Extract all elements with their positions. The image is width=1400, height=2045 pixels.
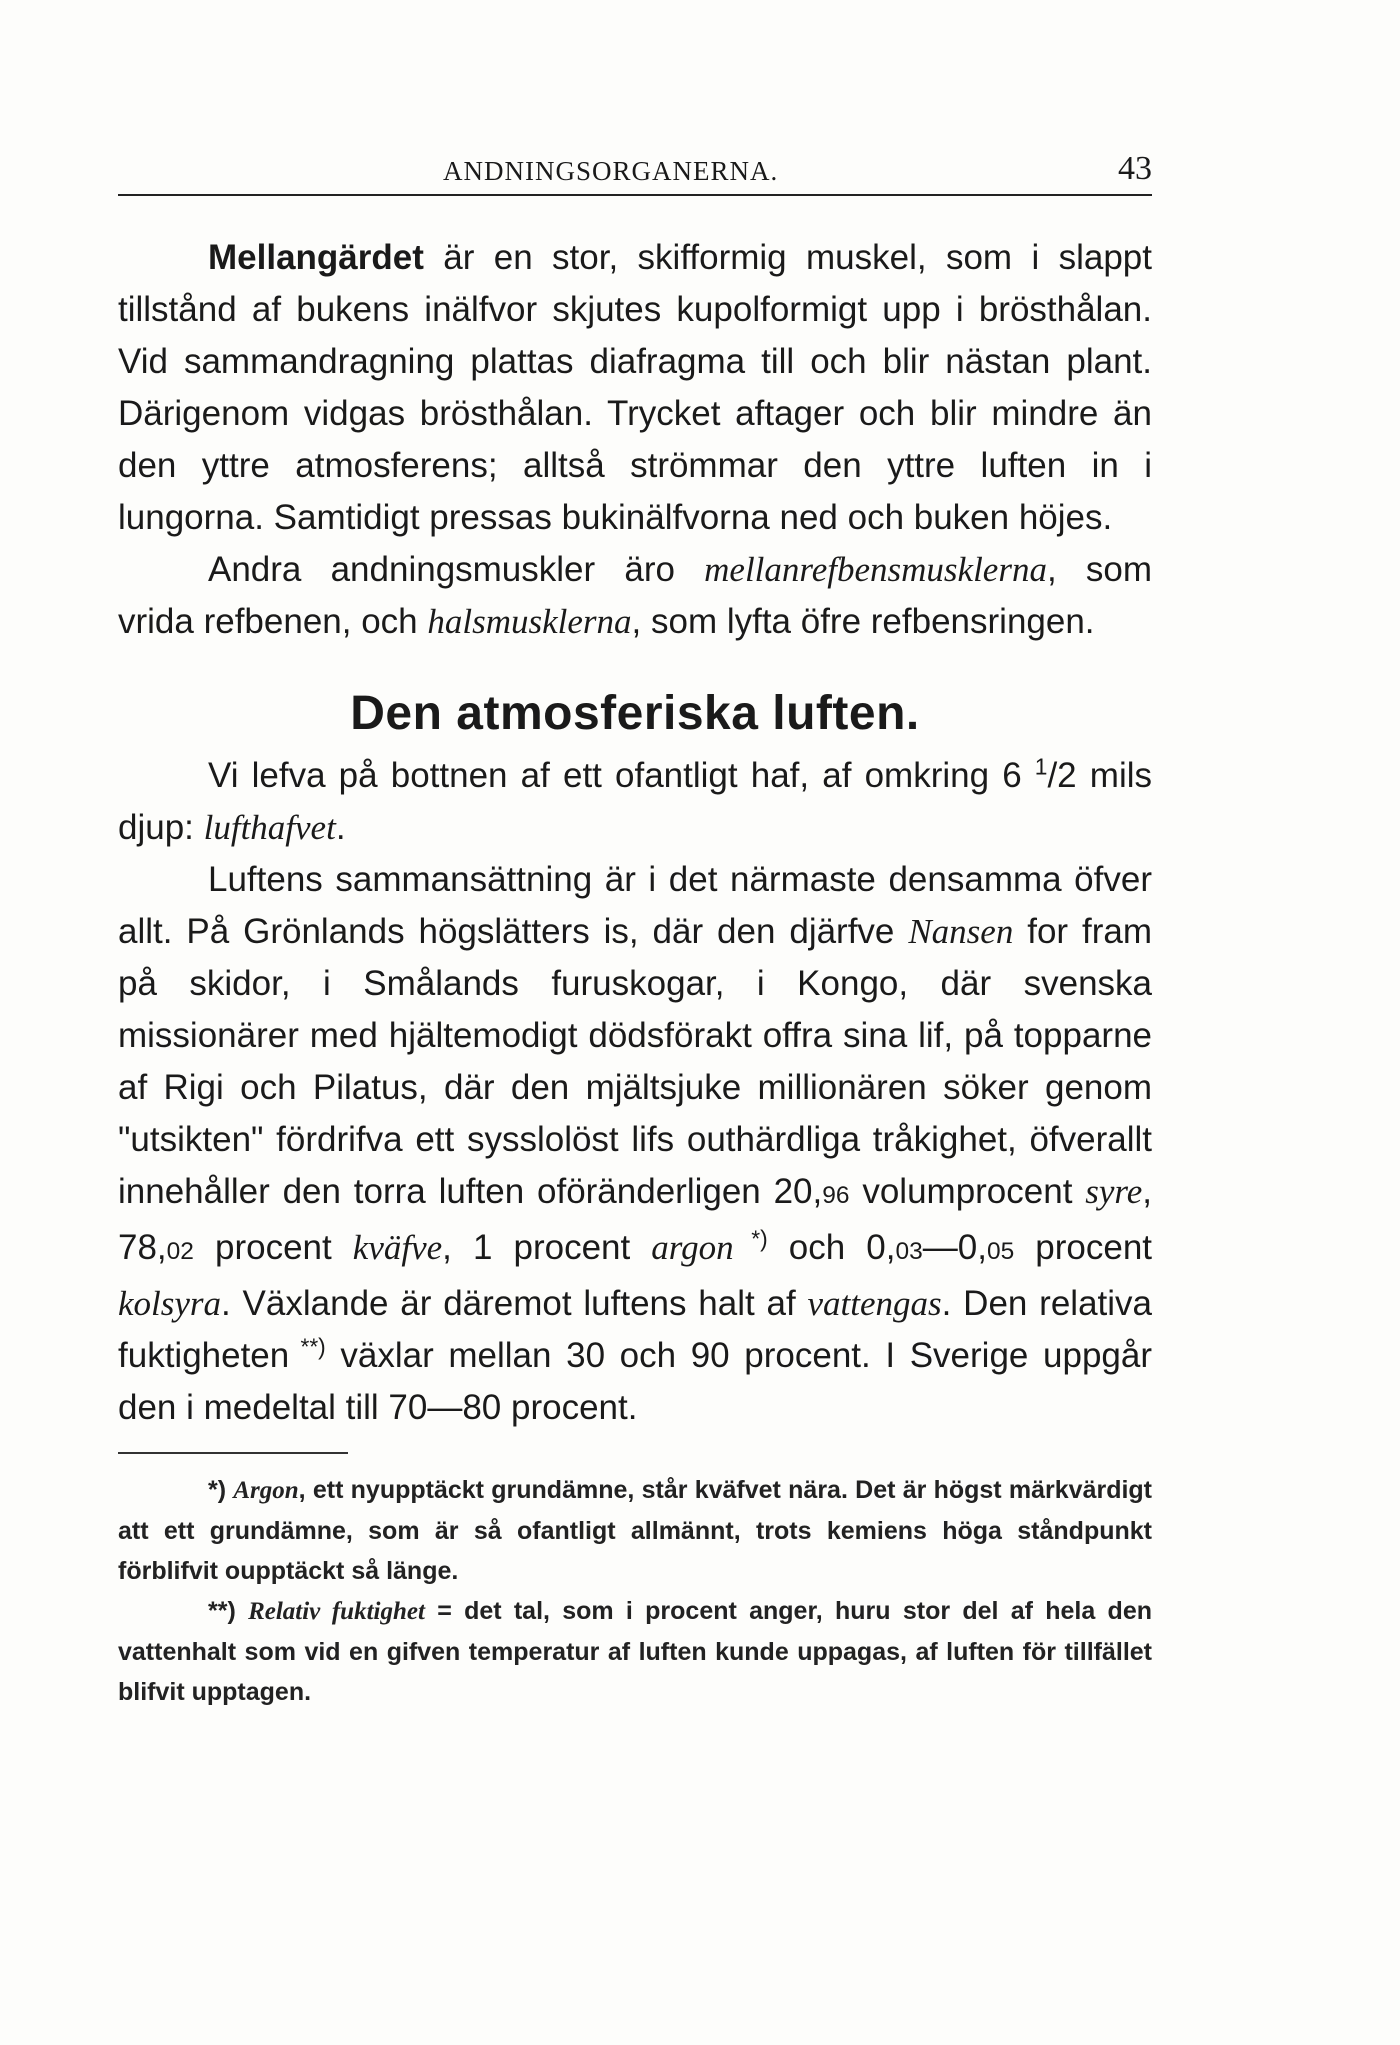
fraction-numerator: 1 bbox=[1034, 753, 1048, 780]
page-number: 43 bbox=[1118, 150, 1152, 187]
text-run: volumprocent bbox=[849, 1172, 1086, 1211]
footnote-relativ-fuktighet bbox=[118, 1591, 1152, 1712]
text-run: , som vrida refbenen, och bbox=[118, 550, 1152, 641]
italic-term: Nansen bbox=[908, 912, 1014, 951]
decimal-digits: 05 bbox=[986, 1238, 1015, 1265]
italic-term: halsmusklerna bbox=[427, 602, 632, 641]
text-run: , som lyfta öfre refbensringen. bbox=[631, 602, 1095, 641]
footnote-ref: **) bbox=[289, 1333, 326, 1360]
text-run: . Växlande är däremot luftens halt af bbox=[221, 1284, 808, 1323]
footnote-mark: **) bbox=[208, 1597, 249, 1625]
paragraph-luftens-sammansattning bbox=[118, 854, 1152, 1434]
italic-term: lufthafvet bbox=[203, 808, 336, 847]
paragraph-andningsmuskler bbox=[118, 544, 1152, 648]
italic-term: Argon bbox=[233, 1477, 299, 1504]
italic-term: mellanrefbensmusklerna bbox=[704, 550, 1047, 589]
fraction-denominator: /2 bbox=[1047, 756, 1077, 795]
footnote-divider bbox=[118, 1452, 348, 1454]
text-run: mils djup: bbox=[118, 756, 1152, 847]
footnotes bbox=[118, 1470, 1152, 1712]
text-run: Vi lefva på bottnen af ett ofantligt haf, af omkring 6 bbox=[208, 756, 1035, 795]
text-run: procent bbox=[1014, 1228, 1153, 1267]
text-run: , 78, bbox=[118, 1172, 1152, 1267]
italic-term: kolsyra bbox=[118, 1284, 222, 1323]
running-title: ANDNINGSORGANERNA. bbox=[443, 156, 779, 186]
italic-term: argon bbox=[651, 1228, 734, 1267]
text-run: procent bbox=[193, 1228, 353, 1267]
text-run: Luftens sammansättning är i det närmaste densamma öfver allt. På Grönlands högslätters is, där den djärfve bbox=[118, 860, 1152, 951]
text-run: . Den relativa fuktigheten bbox=[118, 1284, 1152, 1375]
text-run: Andra andningsmuskler äro bbox=[208, 550, 705, 589]
text-run: växlar mellan 30 och 90 procent. I Sverige uppgår den i medeltal till 70—80 procent. bbox=[118, 1336, 1152, 1427]
footnote-ref: *) bbox=[733, 1225, 768, 1252]
text-run: —0, bbox=[922, 1228, 987, 1267]
lead-term: Mellangärdet bbox=[208, 238, 424, 277]
text-run: for fram på skidor, i Smålands furuskogar, i Kongo, där svenska missionärer med hjältemodigt dödsförakt offra sina lif, på topparne af Rigi och Pilatus, där den mjältsjuke millionären söker genom "utsikten" fördrifva ett sysslolöst lifs outhärdliga tråkighet, öfverallt innehåller den torra luften oföränderligen 20, bbox=[118, 912, 1153, 1211]
italic-term: vattengas bbox=[807, 1284, 942, 1323]
section-heading: Den atmosferiska luften. bbox=[350, 687, 920, 740]
decimal-digits: 03 bbox=[895, 1238, 923, 1265]
footnote-text: , ett nyupptäckt grundämne, står kväfvet nära. Det är högst märkvärdigt att ett grundämne, som är så ofantligt allmännt, trots kemiens höga ståndpunkt förblifvit oupptäckt så länge. bbox=[118, 1476, 1153, 1585]
paragraph-lufthafvet bbox=[118, 750, 1152, 854]
italic-term: Relativ fuktighet bbox=[248, 1598, 425, 1625]
text-run: och 0, bbox=[767, 1228, 896, 1267]
paragraph-mellangardet bbox=[118, 232, 1152, 544]
body-text bbox=[118, 232, 1152, 1712]
footnote-argon bbox=[118, 1470, 1152, 1591]
italic-term: kväfve bbox=[352, 1228, 443, 1267]
decimal-digits: 96 bbox=[822, 1182, 850, 1209]
footnote-text: = det tal, som i procent anger, huru stor del af hela den vattenhalt som vid en gifven temperatur af luften kunde uppagas, af luften för tillfället blifvit upptagen. bbox=[118, 1597, 1152, 1706]
decimal-digits: 02 bbox=[166, 1238, 194, 1265]
footnote-mark: *) bbox=[208, 1476, 234, 1504]
text-run: . bbox=[335, 808, 346, 847]
running-header bbox=[118, 150, 1152, 196]
italic-term: syre bbox=[1085, 1172, 1143, 1211]
paragraph-text: är en stor, skifformig muskel, som i slappt tillstånd af bukens inälfvor skjutes kupolformigt upp i brösthålan. Vid sammandragning plattas diafragma till och blir nästan plant. Därigenom vidgas brösthålan. Trycket aftager och blir mindre än den yttre atmosferens; alltså strömmar den yttre luften in i lungorna. Samtidigt pressas bukinälfvorna ned och buken höjes. bbox=[118, 238, 1152, 537]
text-run: , 1 procent bbox=[442, 1228, 652, 1267]
